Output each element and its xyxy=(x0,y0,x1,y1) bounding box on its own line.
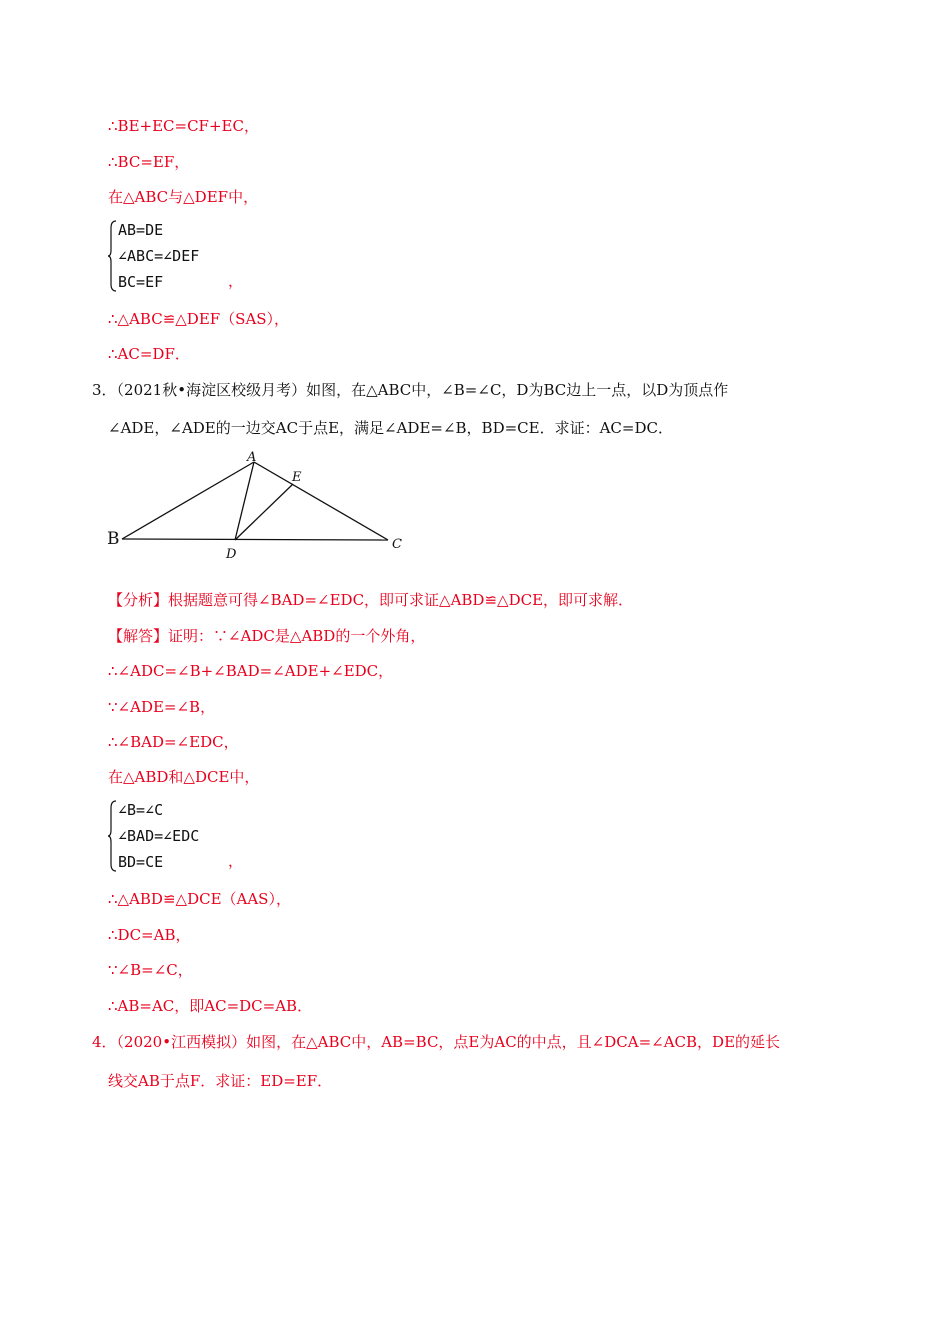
problem-number: 3． xyxy=(92,381,117,399)
solution-line: ∵∠B=∠C， xyxy=(108,961,193,979)
segment-ab xyxy=(122,462,254,539)
problem-4 xyxy=(92,1032,780,1052)
segment-ac xyxy=(254,462,388,540)
equation-system xyxy=(108,800,248,872)
problem-3 xyxy=(92,380,728,400)
solution-line: ∴∠ADC=∠B+∠BAD=∠ADE+∠EDC， xyxy=(108,662,394,680)
solution-line: ∴BE+EC=CF+EC， xyxy=(108,117,259,135)
label-e: E xyxy=(292,470,302,485)
segment-ad xyxy=(235,462,254,540)
equation-row: BD=CE xyxy=(118,853,164,871)
solution-line: ∴△ABC≌△DEF（SAS）， xyxy=(108,310,290,328)
solution-line: 在△ABD和△DCE中， xyxy=(108,768,260,786)
answer-line: 【解答】证明：∵∠ADC是△ABD的一个外角， xyxy=(108,627,426,645)
label-a: A xyxy=(247,450,257,465)
left-brace-icon xyxy=(108,800,118,872)
label-c: C xyxy=(392,537,402,552)
label-b: B xyxy=(107,529,120,549)
equation-row: ∠ABC=∠DEF xyxy=(118,247,200,265)
equation-row: ∠B=∠C xyxy=(118,801,164,819)
equation-row: ∠BAD=∠EDC xyxy=(118,827,200,845)
problem-number: 4． xyxy=(92,1033,117,1051)
equation-row: AB=DE xyxy=(118,221,164,239)
solution-line: 在△ABC与△DEF中， xyxy=(108,188,259,206)
equation-system xyxy=(108,220,248,292)
equation-comma: ， xyxy=(228,272,244,290)
solution-line: ∴AB=AC，即AC=DC=AB． xyxy=(108,997,313,1015)
problem-3-line2: ∠ADE，∠ADE的一边交AC于点E，满足∠ADE=∠B，BD=CE．求证：AC=DC． xyxy=(108,419,673,437)
solution-line: ∵∠ADE=∠B， xyxy=(108,698,216,716)
label-d: D xyxy=(226,547,237,562)
solution-line: ∴∠BAD=∠EDC， xyxy=(108,733,239,751)
problem-text: （2021秋•海淀区校级月考）如图，在△ABC中，∠B=∠C，D为BC边上一点，以D为顶点作 xyxy=(116,381,729,399)
analysis-line: 【分析】根据题意可得∠BAD=∠EDC，即可求证△ABD≌△DCE，即可求解． xyxy=(108,591,634,609)
solution-line: ∴△ABD≌△DCE（AAS）， xyxy=(108,890,291,908)
left-brace-icon xyxy=(108,220,118,292)
problem-4-line2: 线交AB于点F．求证：ED=EF． xyxy=(108,1072,333,1090)
segment-de xyxy=(235,484,293,540)
solution-line: ∴BC=EF， xyxy=(108,153,190,171)
problem-text: （2020•江西模拟）如图，在△ABC中，AB=BC，点E为AC的中点，且∠DCA=∠ACB，DE的延长 xyxy=(116,1033,781,1051)
solution-line: ∴DC=AB， xyxy=(108,926,191,944)
solution-line: ∴AC=DF． xyxy=(108,345,190,363)
equation-row: BC=EF xyxy=(118,273,164,291)
segment-bc xyxy=(122,539,388,540)
triangle-figure xyxy=(104,448,414,566)
equation-comma: ， xyxy=(228,852,244,870)
